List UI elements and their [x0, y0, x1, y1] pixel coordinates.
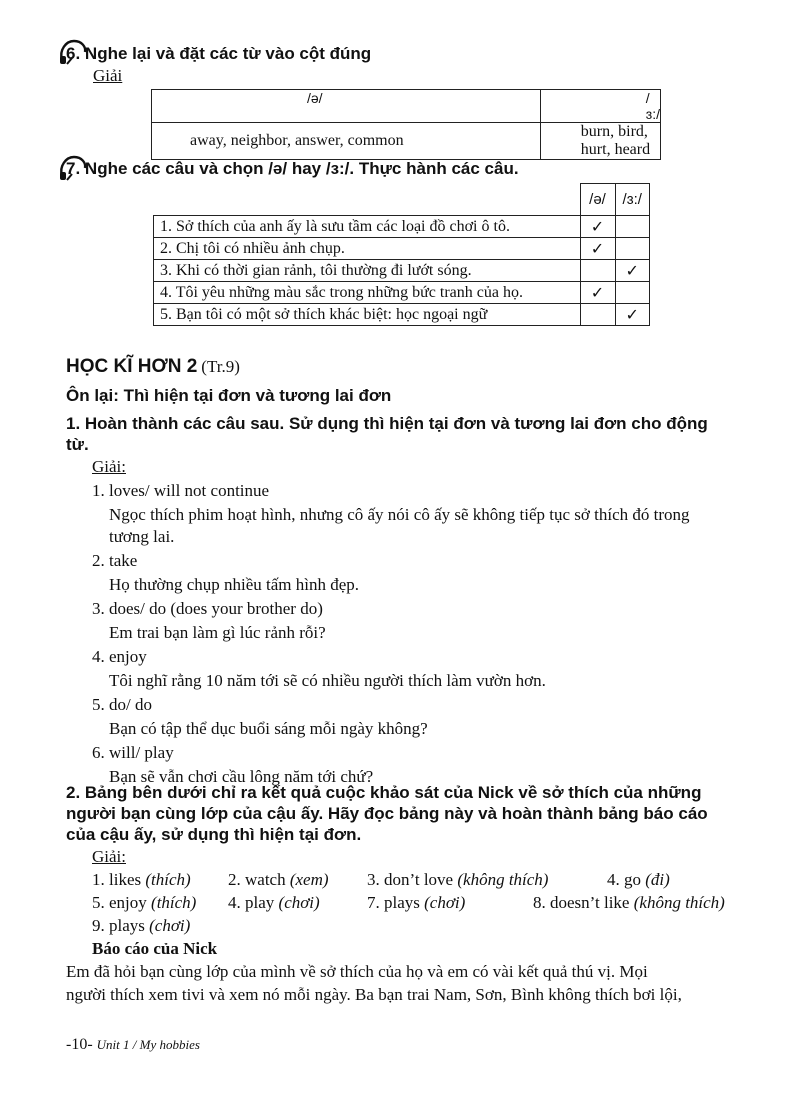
q1-translation: Em trai bạn làm gì lúc rảnh rỗi? — [109, 623, 326, 642]
q1-translation — [92, 504, 752, 548]
ex7-check-er — [615, 238, 650, 260]
q1-item — [92, 598, 752, 644]
section-subtitle: Ôn lại: Thì hiện tại đơn và tương lai đơn — [66, 386, 392, 405]
ex7-check-er: ✓ — [615, 260, 650, 282]
ex7-sentence: 5. Bạn tôi có một sở thích khác biệt: học ngoại ngữ — [154, 304, 581, 326]
ex7-check-er — [615, 282, 650, 304]
ex6-solution-label: Giải — [93, 66, 123, 85]
q2-answer: 9. plays (chơi) — [92, 916, 191, 935]
footer-unit: Unit 1 / My hobbies — [96, 1037, 200, 1052]
q1-translation: Bạn sẽ vẫn chơi cầu lông năm tới chứ? — [109, 767, 374, 786]
q1-prompt-line2: từ. — [66, 435, 89, 454]
q1-answer: 3. does/ do (does your brother do) — [92, 599, 323, 618]
q1-answer: 1. loves/ will not continue — [92, 481, 270, 500]
q2-answer: 7. plays (chơi) — [367, 893, 466, 912]
ex7-check-er: ✓ — [615, 304, 650, 326]
ex7-check-schwa — [580, 260, 615, 282]
ex7-check-schwa: ✓ — [580, 282, 615, 304]
q2-answer: 4. go (đi) — [607, 870, 670, 889]
report-line: Em đã hỏi bạn cùng lớp của mình về sở thích của họ và em có vài kết quả thú vị. Mọi — [66, 962, 648, 981]
q2-answer: 5. enjoy (thích) — [92, 893, 197, 912]
q1-item — [92, 550, 752, 596]
report-line: người thích xem tivi và xem nó mỗi ngày. Ba bạn trai Nam, Sơn, Bình không thích bơi lội, — [66, 985, 682, 1004]
ex7-check-er — [615, 216, 650, 238]
ex7-row — [154, 304, 650, 326]
ex6-header-schwa: /ə/ — [152, 90, 541, 123]
ex6-table — [151, 89, 661, 160]
ex7-title: Nghe các câu và chọn /ə/ hay /ɜ:/. Thực hành các câu. — [84, 159, 519, 178]
q1-answer: 2. take — [92, 551, 138, 570]
q1-prompt-line1: 1. Hoàn thành các câu sau. Sử dụng thì hiện tại đơn và tương lai đơn cho động — [66, 414, 708, 433]
ex7-header-er: /ɜ:/ — [615, 184, 650, 216]
q1-item — [92, 480, 752, 548]
ex7-row — [154, 238, 650, 260]
ex6-cell-schwa: away, neighbor, answer, common — [152, 123, 541, 160]
page-number: -10- — [66, 1036, 93, 1053]
q1-translation: Họ thường chụp nhiều tấm hình đẹp. — [109, 575, 360, 594]
q2-answer: 4. play (chơi) — [228, 893, 320, 912]
q1-translation-line: tương lai. — [109, 527, 175, 546]
q2-answer: 8. doesn’t like (không thích) — [533, 893, 725, 912]
section-title: HỌC KĨ HƠN 2 — [66, 356, 198, 377]
ex7-sentence: 1. Sở thích của anh ấy là sưu tầm các loại đồ chơi ô tô. — [154, 216, 581, 238]
ex6-cell-er: burn, bird, hurt, heard — [540, 123, 660, 160]
ex7-row — [154, 216, 650, 238]
ex7-check-schwa: ✓ — [580, 216, 615, 238]
q1-answer: 5. do/ do — [92, 695, 152, 714]
q1-answer-list — [92, 480, 752, 788]
ex7-header-schwa: /ə/ — [580, 184, 615, 216]
ex7-sentence: 4. Tôi yêu những màu sắc trong những bức tranh của họ. — [154, 282, 581, 304]
ex7-check-schwa — [580, 304, 615, 326]
ex7-number: 7. — [66, 159, 81, 178]
section-page-ref: (Tr.9) — [201, 357, 240, 376]
q1-answer: 4. enjoy — [92, 647, 147, 666]
q2-answer: 2. watch (xem) — [228, 870, 329, 889]
ex6-header-er: /ɜ:/ — [540, 90, 660, 123]
q2-answer: 3. don’t love (không thích) — [367, 870, 549, 889]
q2-prompt-line2: người bạn cùng lớp của cậu ấy. Hãy đọc bảng này và hoàn thành bảng báo cáo — [66, 804, 708, 823]
q1-answer: 6. will/ play — [92, 743, 174, 762]
q2-prompt-line1: 2. Bảng bên dưới chỉ ra kết quả cuộc khảo sát của Nick về sở thích của những — [66, 783, 702, 802]
q2-answer: 1. likes (thích) — [92, 870, 191, 889]
ex7-row — [154, 282, 650, 304]
report-title: Báo cáo của Nick — [92, 939, 218, 958]
ex7-check-schwa: ✓ — [580, 238, 615, 260]
ex7-row — [154, 260, 650, 282]
ex7-sentence: 3. Khi có thời gian rảnh, tôi thường đi lướt sóng. — [154, 260, 581, 282]
q1-translation: Tôi nghĩ rằng 10 năm tới sẽ có nhiều người thích làm vườn hơn. — [109, 671, 546, 690]
q1-translation-line: Ngọc thích phim hoạt hình, nhưng cô ấy nói cô ấy sẽ không tiếp tục sở thích đó trong — [109, 505, 690, 524]
q1-solution-label: Giải: — [92, 457, 126, 476]
ex7-sentence: 2. Chị tôi có nhiều ảnh chụp. — [154, 238, 581, 260]
q1-translation: Bạn có tập thể dục buổi sáng mỗi ngày không? — [109, 719, 428, 738]
q1-item — [92, 694, 752, 740]
ex6-number: 6. — [66, 44, 81, 63]
ex7-table — [153, 183, 650, 326]
q2-prompt-line3: của cậu ấy, sử dụng thì hiện tại đơn. — [66, 825, 362, 844]
q1-item — [92, 646, 752, 692]
q2-solution-label: Giải: — [92, 847, 126, 866]
ex6-title: Nghe lại và đặt các từ vào cột đúng — [84, 44, 372, 63]
